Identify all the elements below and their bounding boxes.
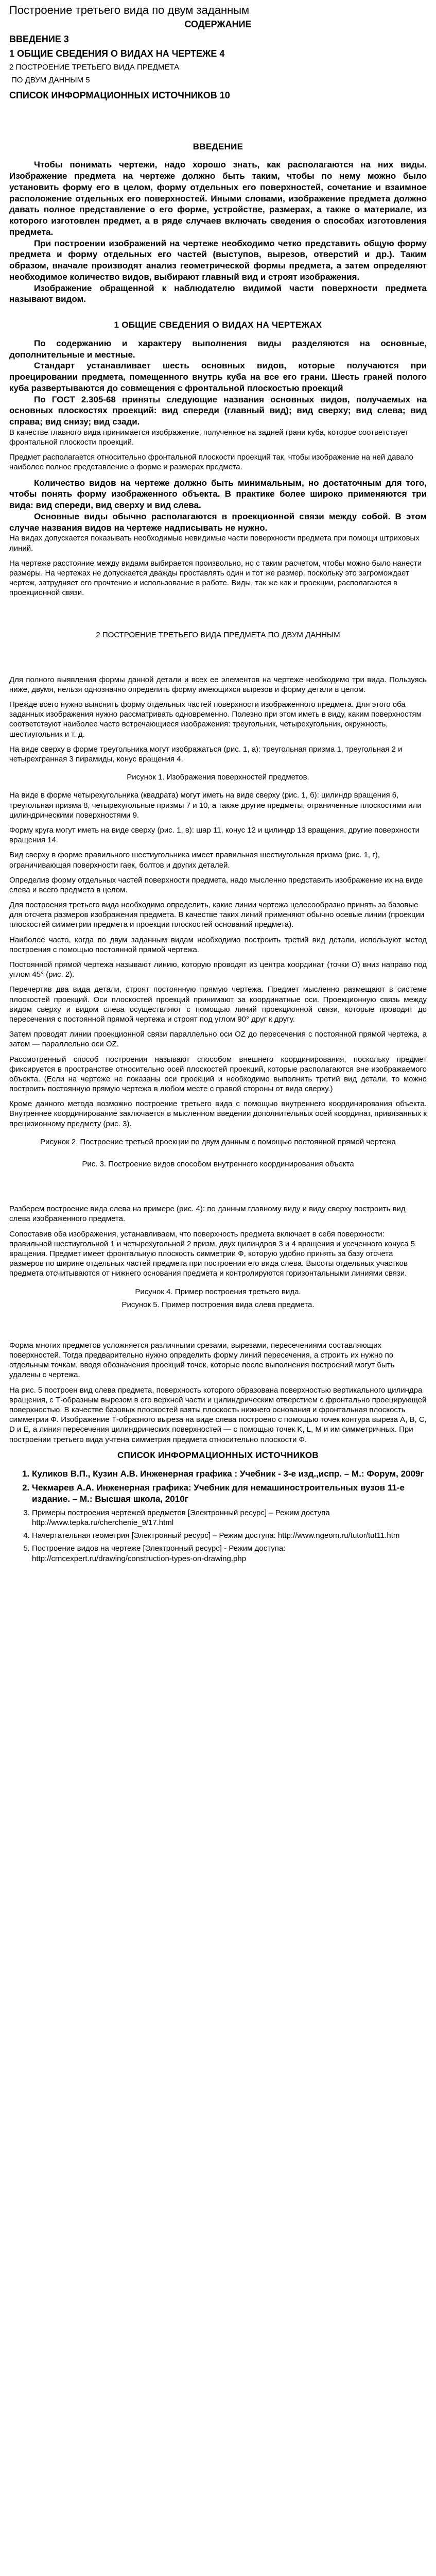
- section-2-paragraph: Постоянной прямой чертежа называют линию, которую проводят из центра координат (точки О) вниз направо под углом 45° (рис. 2).: [9, 960, 427, 979]
- section-1-paragraph: На видах допускается показывать необходимые невидимые части поверхности предмета при помощи штриховых линий.: [9, 534, 420, 553]
- spacer: [9, 104, 427, 141]
- section-2-paragraph: Перечертив два вида детали, строят постоянную прямую чертежа. Предмет мысленно размещают в системе плоскостей проекций. Оси плоскостей проекций принимают за координатные оси. Проекционную связь между видом сверху и видом слева осуществляют с помощью линий проекционной связи, которые проводят до пересечения с постоянной прямой чертежа и строят под углом 90° друг к другу.: [9, 985, 427, 1024]
- figure-5-caption: Рисунок 5. Пример построения вида слева предмета.: [121, 1300, 315, 1309]
- intro-paragraph: Чтобы понимать чертежи, надо хорошо знать, как располагаются на них виды. Изображение предмета на чертеже должно быть таким, чтобы по нему можно было установить форму его в целом, форму отдельных его поверхностей, сочетание и взаимное расположение отдельных его поверхностей. Иными словами, изображение предмета должно давать полное представление о его форме, устройстве, размерах, а также о материале, из которого изготовлен предмет, а в ряде случаев включать сведения о способах изготовления предмета.: [9, 160, 427, 237]
- toc-section-1[interactable]: 1 ОБЩИЕ СВЕДЕНИЯ О ВИДАХ НА ЧЕРТЕЖЕ 4: [9, 48, 225, 59]
- intro-heading: ВВЕДЕНИЕ: [193, 141, 243, 151]
- toc-section-2-continued[interactable]: ПО ДВУМ ДАННЫМ 5: [11, 76, 90, 85]
- section-2-paragraph: Для полного выявления формы данной детали и всех ее элементов на чертеже необходимо три вида. Пользуясь ниже, двумя, нельзя однозначно определить форму имеющихся вырезов и форму детали в целом.: [9, 675, 427, 694]
- section-2-paragraph: Наиболее часто, когда по двум заданным видам необходимо построить третий вид детали, используют метод построения с помощью постоянной прямой чертежа.: [9, 935, 427, 954]
- section-1-paragraph: Стандарт устанавливает шесть основных видов, которые получаются при проецировании предмета, помещенного внутрь куба на все его грани. Шесть граней полого куба развертываются до совмещения с фронтальной плоскостью проекций: [9, 361, 427, 393]
- section-2-heading: 2 ПОСТРОЕНИЕ ТРЕТЬЕГО ВИДА ПРЕДМЕТА ПО ДВУМ ДАННЫМ: [96, 630, 340, 639]
- section-1-paragraph: Основные виды обычно располагаются в проекционной связи между собой. В этом случае названия видов на чертеже надписывать не нужно.: [9, 511, 427, 533]
- section-2-paragraph: Разберем построение вида слева на примере (рис. 4): по данным главному виду и виду сверху построить вид слева изображенного предмета.: [9, 1205, 406, 1224]
- section-1-heading: 1 ОБЩИЕ СВЕДЕНИЯ О ВИДАХ НА ЧЕРТЕЖАХ: [114, 320, 322, 330]
- list-item: 1. Куликов В.П., Кузин А.В. Инженерная графика : Учебник - 3-е изд.,испр. – М.: Форум, 2009г: [32, 1468, 427, 1480]
- intro-paragraph: При построении изображений на чертеже необходимо четко представить общую форму предмета и форму отдельных его частей (выступов, вырезов, отверстий и др.). Таким образом, вначале производят анализ геометрической формы предмета, а затем определяют необходимое количество видов, выбирают главный вид и строят изображения.: [9, 238, 427, 282]
- section-2-paragraph: Прежде всего нужно выяснить форму отдельных частей поверхности изображенного предмета. Для этого оба заданных изображения нужно рассматривать одновременно. Полезно при этом иметь в виду, каким поверхностям соответствуют наиболее часто встречающиеся изображения: треугольник, четырехугольник, окружность, шестиугольник и т. д.: [9, 700, 422, 739]
- section-2-paragraph: На виде в форме четырехугольника (квадрата) могут иметь на виде сверху (рис. 1, б): цилиндр вращения 6, треугольная призма 8, четырехугольные призмы 7 и 10, а также другие предметы, ограниченные плоскостями или цилиндрическими поверхностями 9.: [9, 791, 422, 820]
- section-2-paragraph: Форму круга могут иметь на виде сверху (рис. 1, в): шар 11, конус 12 и цилиндр 13 вращения, другие поверхности вращения 14.: [9, 825, 420, 845]
- toc-section-2[interactable]: 2 ПОСТРОЕНИЕ ТРЕТЬЕГО ВИДА ПРЕДМЕТА: [9, 63, 180, 72]
- section-2-paragraph: Рассмотренный способ построения называют способом внешнего координирования, поскольку предмет фиксируется в пространстве относительно осей плоскостей проекций, которые располагаются вне изображаемого объекта. (Если на чертеже не показаны оси проекций и необходимо выполнить третий вид детали, то можно построить постоянную прямую чертежа в любом месте с правой стороны от вида сверху.): [9, 1055, 427, 1094]
- sources-heading: СПИСОК ИНФОРМАЦИОННЫХ ИСТОЧНИКОВ: [117, 1450, 319, 1460]
- figure-3-caption: Рис. 3. Построение видов способом внутреннего координирования объекта: [82, 1160, 354, 1169]
- figure-1-caption: Рисунок 1. Изображения поверхностей предметов.: [127, 773, 309, 782]
- intro-paragraph: Изображение обращенной к наблюдателю видимой части поверхности предмета называют видом.: [9, 283, 427, 304]
- section-1-paragraph: В качестве главного вида принимается изображение, полученное на задней грани куба, которое соответствует фронтальной плоскости проекций.: [9, 428, 409, 447]
- sources-list: [9, 1468, 427, 1564]
- section-2-paragraph: Определив форму отдельных частей поверхности предмета, надо мысленно представить изображение их на виде слева и всего предмета в целом.: [9, 875, 423, 894]
- section-2-paragraph: Затем проводят линии проекционной связи параллельно оси OZ до пересечения с постоянной прямой чертежа, а затем — параллельно оси OZ.: [9, 1030, 427, 1049]
- document-title: Построение третьего вида по двум заданным: [9, 4, 250, 16]
- section-1-paragraph: Количество видов на чертеже должно быть минимальным, но достаточным для того, чтобы понять форму изображенного объекта. В практике более широко применяются три вида: вид спереди, вид сверху и вид слева.: [9, 478, 427, 511]
- toc-heading: СОДЕРЖАНИЕ: [184, 19, 252, 30]
- figure-2-caption: Рисунок 2. Построение третьей проекции по двум данным с помощью постоянной прямой чертежа: [40, 1137, 396, 1146]
- section-1-paragraph: Предмет располагается относительно фронтальной плоскости проекций так, чтобы изображение на ней давало наиболее полное представление о форме и размерах предмета.: [9, 453, 413, 472]
- section-2-paragraph: На рис. 5 построен вид слева предмета, поверхность которого образована поверхностью вертикального цилиндра вращения, с Т-образным вырезом в его верхней части и цилиндрическим отверстием с фронтально проецирующей поверхностью. В качестве базовых плоскостей взяты плоскость нижнего основания и фронтальная плоскость симметрии Ф. Изображение Т-образного выреза на виде слева построено с помощью точек контура выреза A, B, C, D и E, а линия пересечения цилиндрических поверхностей — с помощью точек K, L, M и им симметричных. При построении третьего вида учтена симметрия предмета относительно плоскости Ф.: [9, 1385, 427, 1444]
- section-1-paragraph: По содержанию и характеру выполнения виды разделяются на основные, дополнительные и местные.: [9, 338, 427, 360]
- section-1-paragraph: По ГОСТ 2.305-68 приняты следующие названия основных видов, получаемых на основных плоскостях проекций: вид спереди (главный вид); вид сверху; вид слева; вид справа; вид снизу; вид сзади.: [9, 394, 427, 427]
- spacer: [9, 313, 427, 319]
- list-item: 2. Чекмарев А.А. Инженерная графика: Учебник для немашиностроительных вузов 11-е издание. – М.: Высшая школа, 2010г: [32, 1482, 427, 1505]
- section-2-paragraph: Кроме данного метода возможно построение третьего вида с помощью внутреннего координирования объекта. Внутреннее координирование заключается в мысленном введении дополнительных осей координат, привязанных к прецизионному предмету (рис. 3).: [9, 1099, 427, 1128]
- section-2-paragraph: Сопоставив оба изображения, устанавливаем, что поверхность предмета включает в себя поверхности: правильной шестиугольной 1 и четырехугольной 2 призм, двух цилиндров 3 и 4 вращения и усеченного конуса 5 вращения. Предмет имеет фронтальную плоскость симметрии Ф, которую удобно принять за базу отсчета размеров по ширине отдельных частей предмета при построении его вида слева. Высоты отдельных участков предмета отсчитываются от нижнего основания предмета и контролируются горизонтальными линиями связи.: [9, 1229, 415, 1278]
- spacer: [9, 603, 427, 622]
- section-2-paragraph: На виде сверху в форме треугольника могут изображаться (рис. 1, а): треугольная призма 1, треугольная 2 и четырехгранная 3 пирамиды, конус вращения 4.: [9, 744, 403, 764]
- list-item[interactable]: 3. Примеры построения чертежей предметов [Электронный ресурс] – Режим доступа http://www.tepka.ru/cherchenie_9/17.html: [32, 1508, 427, 1528]
- section-1-paragraph: На чертеже расстояние между видами выбирается произвольно, но с таким расчетом, чтобы можно было нанести размеры. На чертежах не допускается дважды проставлять один и тот же размер, поскольку это загромождает чертеж, затрудняет его прочтение и использование в работе. Виды, так же как и проекции, располагаются в проекционной связи.: [9, 558, 422, 598]
- toc-intro[interactable]: ВВЕДЕНИЕ 3: [9, 34, 69, 45]
- section-2-paragraph: Форма многих предметов усложняется различными срезами, вырезами, пересечениями составляющих поверхностей. Тогда предварительно нужно определить форму линий пересечения, а строить их нужно по отдельным точкам, вводя обозначения проекций точек, которые после выполнения построений могут быть удалены с чертежа.: [9, 1341, 395, 1380]
- toc-sources[interactable]: СПИСОК ИНФОРМАЦИОННЫХ ИСТОЧНИКОВ 10: [9, 90, 230, 100]
- section-2-paragraph: Вид сверху в форме правильного шестиугольника имеет правильная шестиугольная призма (рис. 1, г), ограничивающая поверхности гаек, болтов и других деталей.: [9, 851, 380, 870]
- list-item[interactable]: 5. Построение видов на чертеже [Электронный ресурс] - Режим доступа: http://crncexpert.ru/drawing/construction-types-on-drawing.php: [32, 1544, 427, 1563]
- section-2-paragraph: Для построения третьего вида необходимо определить, какие линии чертежа целесообразно принять за базовые для отсчета размеров изображения предмета. В качестве таких линий применяют обычно осевые линии (проекции плоскостей симметрии предмета и проекции плоскостей оснований предмета).: [9, 901, 425, 929]
- figure-4-caption: Рисунок 4. Пример построения третьего вида.: [135, 1287, 301, 1296]
- list-item[interactable]: 4. Начертательная геометрия [Электронный ресурс] – Режим доступа: http://www.ngeom.ru/tutor/tut11.htm: [32, 1531, 427, 1540]
